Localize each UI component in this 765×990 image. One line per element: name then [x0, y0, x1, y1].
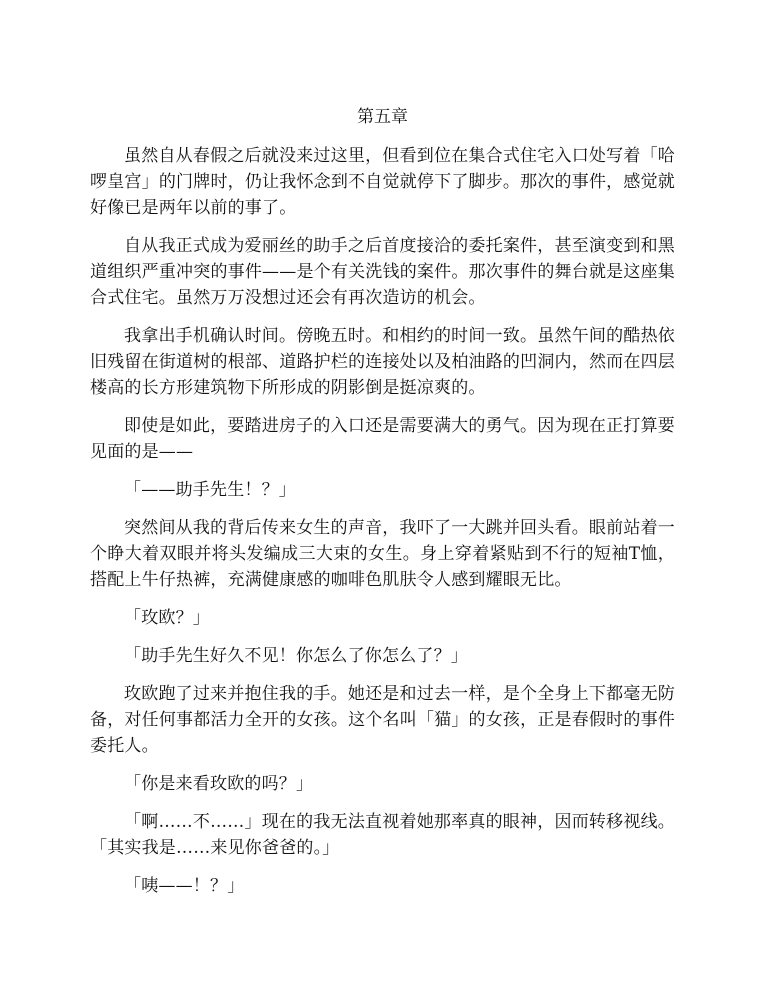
- dialogue-line: 「你是来看玫欧的吗？」: [124, 774, 314, 794]
- dialogue-line: 「咦——！？」: [124, 876, 245, 896]
- paragraph: 即使是如此，要踏进房子的入口还是需要满大的勇气。因为现在正打算要见面的是——: [90, 416, 675, 462]
- paragraph: 虽然自从春假之后就没来过这里，但看到位在集合式住宅入口处写着「哈啰皇宫」的门牌时，仍让我怀念到不自觉就停下了脚步。那次的事件，感觉就好像已是两年以前的事了。: [90, 146, 675, 218]
- paragraph: 自从我正式成为爱丽丝的助手之后首度接洽的委托案件，甚至演变到和黑道组织严重冲突的事件——是个有关洗钱的案件。那次事件的舞台就是这座集合式住宅。虽然万万没想过还会有再次造访的机会。: [90, 236, 675, 308]
- dialogue-line: 「玫欧？」: [124, 608, 210, 628]
- paragraph: 突然间从我的背后传来女生的声音，我吓了一大跳并回头看。眼前站着一个睁大着双眼并将头发编成三大束的女生。身上穿着紧贴到不行的短袖T恤，搭配上牛仔热裤，充满健康感的咖啡色肌肤令人感到耀眼无比。: [90, 518, 675, 590]
- dialogue-line: 「——助手先生！？」: [124, 480, 296, 500]
- paragraph: 我拿出手机确认时间。傍晚五时。和相约的时间一致。虽然午间的酷热依旧残留在街道树的根部、道路护栏的连接处以及柏油路的凹洞内，然而在四层楼高的长方形建筑物下所形成的阴影倒是挺凉爽的。: [90, 326, 675, 398]
- document-page: [90, 103, 675, 911]
- paragraph: 「啊……不……」现在的我无法直视着她那率真的眼神，因而转移视线。「其实我是……来见你爸爸的。」: [90, 812, 675, 858]
- paragraph: 玫欧跑了过来并抱住我的手。她还是和过去一样，是个全身上下都毫无防备，对任何事都活力全开的女孩。这个名叫「猫」的女孩，正是春假时的事件委托人。: [90, 684, 675, 756]
- dialogue-line: 「助手先生好久不见！你怎么了你怎么了？」: [124, 646, 468, 666]
- chapter-title: 第五章: [357, 107, 408, 127]
